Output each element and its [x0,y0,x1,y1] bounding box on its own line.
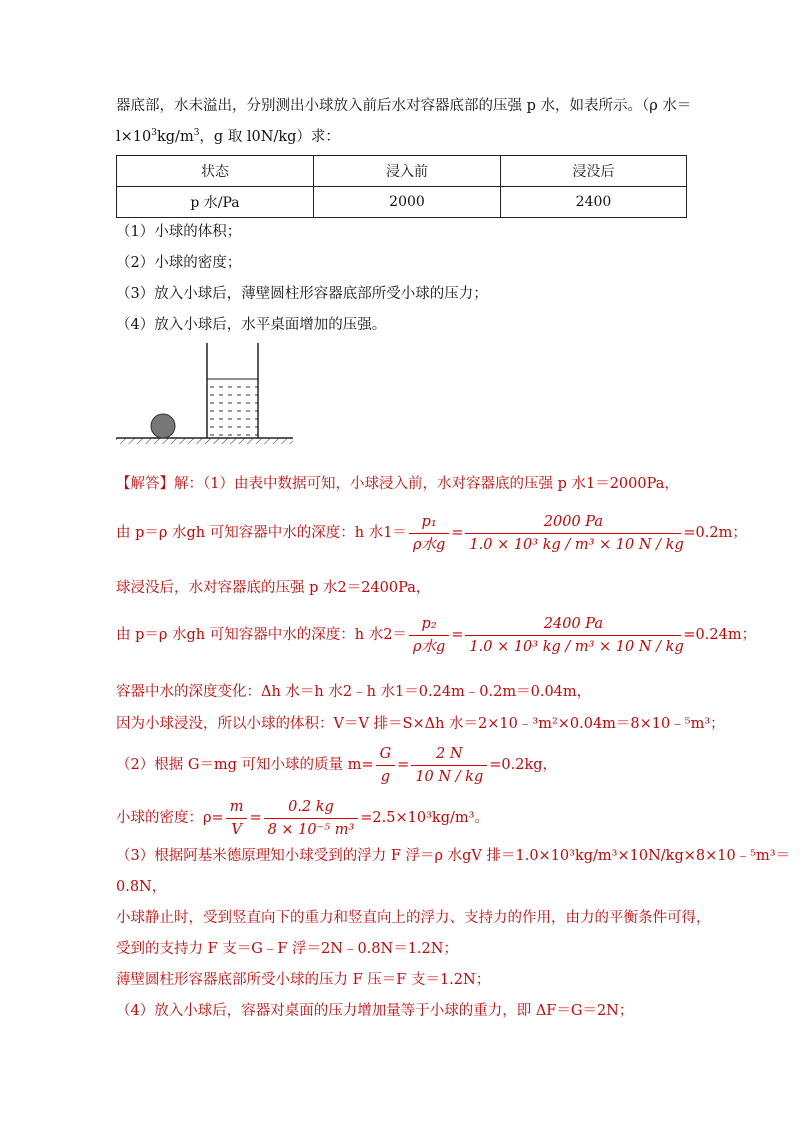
intro-line-2: $l\times 10^3kg/m^3$，g 取 l0N/kg）求： [116,128,340,145]
solution-line-6: 因为小球浸没，所以小球的体积：V＝V 排＝S×Δh 水＝2×10﹣³m²×0.04m＝8×10﹣⁵m³； [116,716,725,732]
solution-line-14: （4）放入小球后，容器对桌面的压力增加量等于小球的重力，即 ΔF＝G＝2N； [116,1003,634,1019]
solution-line-10: 0.8N， [116,879,167,895]
table-row [117,187,687,218]
solution-line-13: 薄壁圆柱形容器底部所受小球的压力 F 压＝F 支＝1.2N； [116,972,491,988]
solution-line-12: 受到的支持力 F 支＝G﹣F 浮＝2N﹣0.8N＝1.2N； [116,941,458,957]
solution-line-7: （2）根据 G＝mg 可知小球的质量 m= $\frac{G}{g}$ = $\frac{2 N}{10 N / kg}$ =0.2kg， [116,742,557,788]
table-header: 状态 [117,156,314,187]
table-cell: 2400 [501,187,687,218]
question-3: （3）放入小球后，薄壁圆柱形容器底部所受小球的压力； [116,286,488,302]
solution-line-2: 由 p＝ρ 水gh 可知容器中水的深度：h 水1＝ $\frac{\text{p₁}}{\text{ρ水g}}$ = $\frac{2000 Pa}{\text{1.0 × 10³ kg / m³ × 10 N / kg}}$ =0.2m； [116,510,747,556]
intro-line-1: 器底部，水未溢出，分别测出小球放入前后水对容器底部的压强 p 水，如表所示。（ρ 水＝ [116,98,692,114]
solution-line-9: （3）根据阿基米德原理知小球受到的浮力 F 浮＝ρ 水gV 排＝1.0×10³kg/m³×10N/kg×8×10﹣⁵m³＝ [116,848,791,864]
table-header: 浸没后 [501,156,687,187]
container [207,343,258,438]
table-cell: p 水/Pa [117,187,314,218]
table-surface [116,438,293,444]
solution-line-11: 小球静止时，受到竖直向下的重力和竖直向上的浮力、支持力的作用，由力的平衡条件可得， [116,910,711,926]
solution-line-1: 【解答】解：（1）由表中数据可知，小球浸入前，水对容器底的压强 p 水1＝2000Pa， [116,476,679,492]
ball [151,414,175,438]
solution-line-3: 球浸没后，水对容器底的压强 p 水2＝2400Pa， [116,580,431,596]
table-header: 浸入前 [314,156,501,187]
question-4: （4）放入小球后，水平桌面增加的压强。 [116,317,387,333]
ball-container-diagram [110,335,300,450]
pressure-table [116,155,687,218]
question-1: （1）小球的体积； [116,224,242,240]
solution-line-5: 容器中水的深度变化：Δh 水＝h 水2﹣h 水1＝0.24m﹣0.2m＝0.04m， [116,684,592,700]
question-2: （2）小球的密度； [116,255,242,271]
table-cell: 2000 [314,187,501,218]
solution-line-4: 由 p＝ρ 水gh 可知容器中水的深度：h 水2＝ $\frac{\text{p₂}}{\text{ρ水g}}$ = $\frac{2400 Pa}{\text{1.0 × 10³ kg / m³ × 10 N / kg}}$ =0.24m； [116,612,756,658]
solution-line-8: 小球的密度：ρ= $\frac{m}{V}$ = $\frac{0.2 kg}{\text{8 × 10⁻⁵ m³}}$ =2.5×10³kg/m³。 [116,795,489,841]
table-header-row [117,156,687,187]
